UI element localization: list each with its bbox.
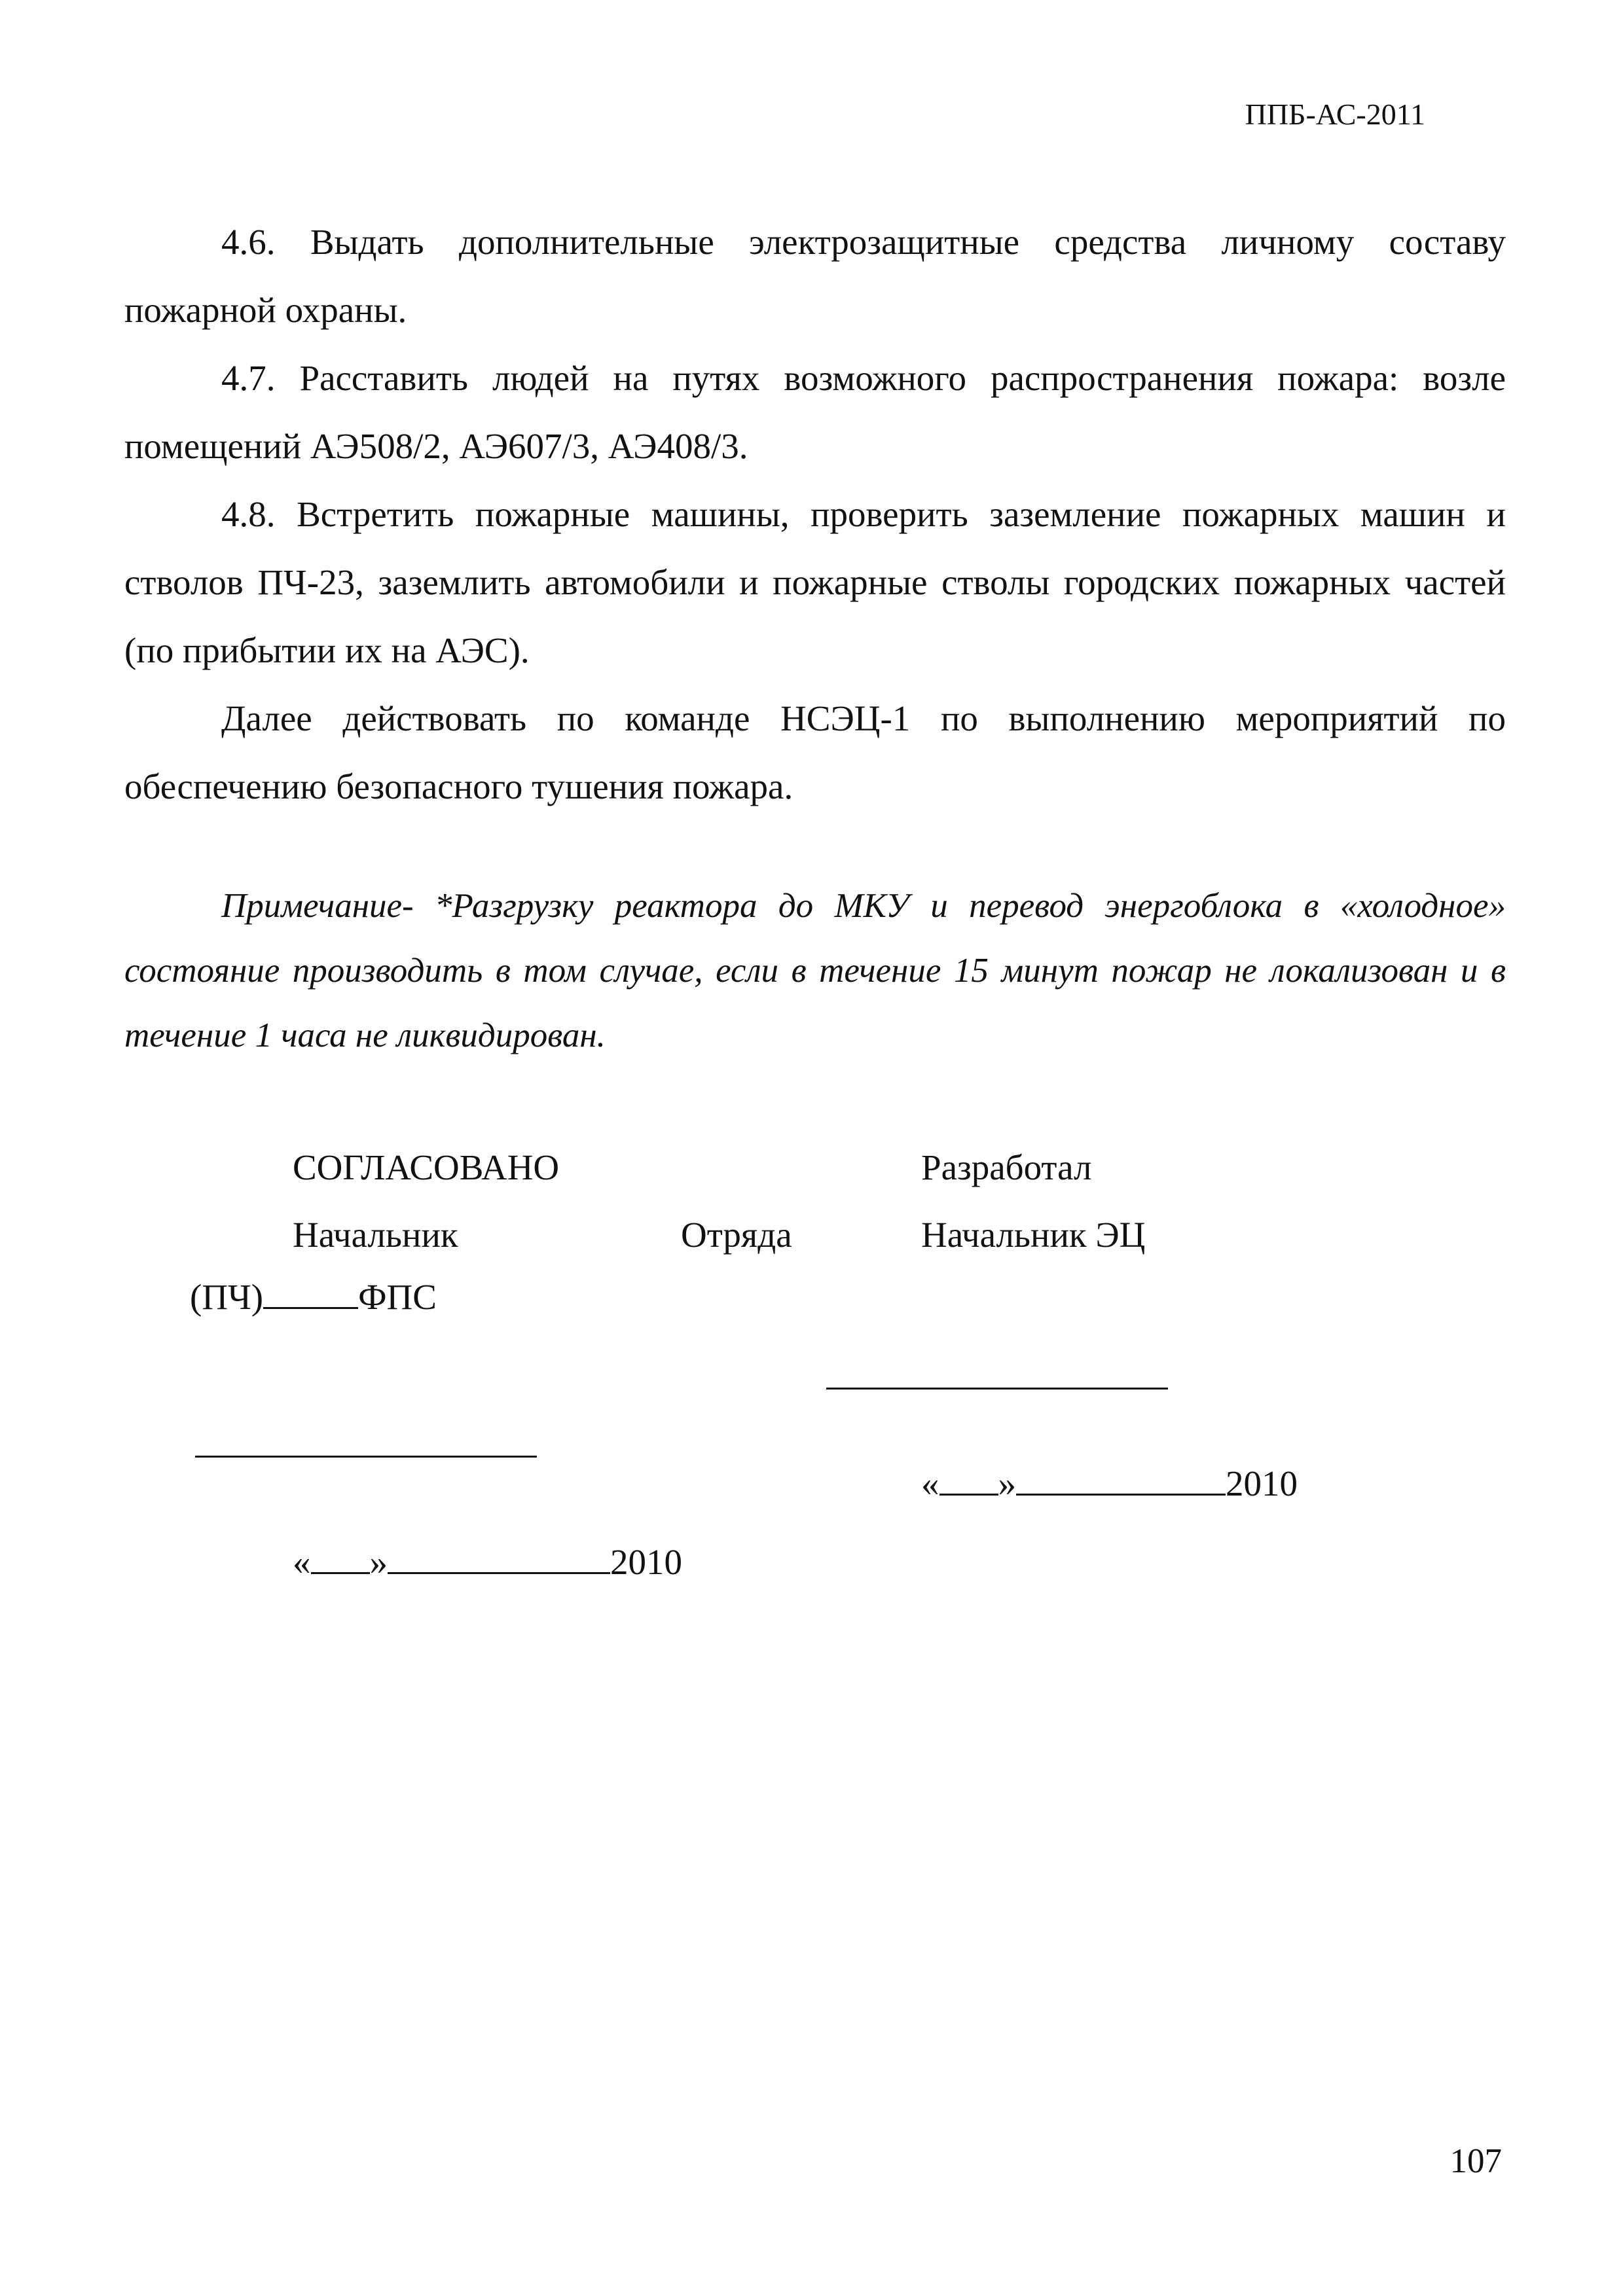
- left-signature-role-word1: Начальник: [293, 1215, 458, 1255]
- paragraph-4-8: 4.8. Встретить пожарные машины, проверить заземление пожарных машин и стволов ПЧ-23, заземлить автомобили и пожарные стволы городских пожарных частей (по прибытии их на АЭС).: [124, 494, 1506, 670]
- note-block: [124, 874, 1506, 1068]
- role-suffix: ФПС: [358, 1277, 437, 1317]
- role-blank-line: [263, 1278, 358, 1309]
- page-number: 107: [1450, 2142, 1502, 2180]
- day-blank-line: [939, 1465, 998, 1496]
- month-blank-line: [1016, 1465, 1226, 1496]
- date-close-quote: »: [369, 1542, 388, 1582]
- left-signature-title: СОГЛАСОВАНО: [293, 1147, 560, 1187]
- left-signature-role-word2: Отряда: [681, 1215, 792, 1255]
- main-text: [124, 208, 1506, 821]
- left-date-line: [293, 1541, 682, 1583]
- right-signature-title: Разработал: [921, 1147, 1092, 1187]
- date-year: 2010: [1226, 1463, 1298, 1503]
- right-date-line: [921, 1463, 1298, 1504]
- document-header: ППБ-АС-2011: [1245, 98, 1425, 131]
- paragraph-4-6: 4.6. Выдать дополнительные электрозащитные средства личному составу пожарной охраны.: [124, 222, 1506, 330]
- right-signature-role: Начальник ЭЦ: [921, 1215, 1146, 1255]
- month-blank-line: [388, 1543, 610, 1574]
- paragraph-4-7: 4.7. Расставить людей на путях возможного распространения пожара: возле помещений АЭ508/2, АЭ607/3, АЭ408/3.: [124, 358, 1506, 466]
- note-text: Примечание- *Разгрузку реактора до МКУ и перевод энергоблока в «холодное» состояние производить в том случае, если в течение 15 минут пожар не локализован и в течение 1 часа не ликвидирован.: [124, 887, 1506, 1054]
- right-signature-line: [826, 1388, 1168, 1390]
- left-signature-role-line: [190, 1276, 437, 1318]
- day-blank-line: [311, 1543, 370, 1574]
- date-open-quote: «: [293, 1542, 311, 1582]
- role-prefix: (ПЧ): [190, 1277, 264, 1317]
- date-year: 2010: [610, 1542, 682, 1582]
- left-signature-line: [195, 1456, 537, 1458]
- date-close-quote: »: [998, 1463, 1016, 1503]
- date-open-quote: «: [921, 1463, 939, 1503]
- paragraph-further-actions: Далее действовать по команде НСЭЦ-1 по выполнению мероприятий по обеспечению безопасного тушения пожара.: [124, 698, 1506, 806]
